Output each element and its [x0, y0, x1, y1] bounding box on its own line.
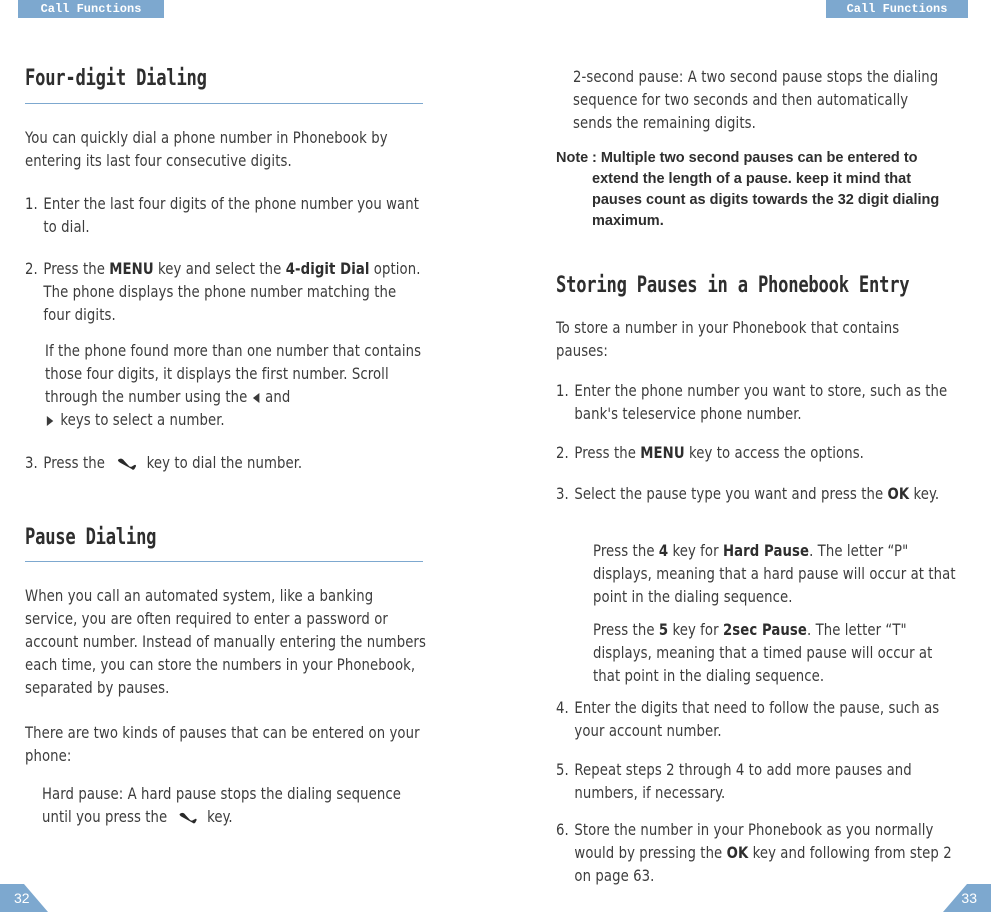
- step-number: 1.: [556, 381, 569, 400]
- send-key-icon: [109, 455, 142, 473]
- step-2: [25, 257, 421, 326]
- two-second-pause-description: 2-second pause: A two second pause stops the dialing sequence for two seconds and then automatically sends the remaining digits.: [573, 67, 939, 132]
- step-number: 3.: [25, 453, 38, 472]
- four-digit-heading: Four-digit Dialing: [25, 66, 207, 91]
- hard-pause-label: Hard Pause: [722, 541, 810, 560]
- four-digit-dial-option: 4-digit Dial: [285, 259, 370, 278]
- heading-rule: [25, 561, 423, 562]
- page-number-right: 33: [961, 890, 977, 906]
- store-step-1: [556, 379, 956, 425]
- step-number: 1.: [25, 194, 38, 213]
- two-sec-pause-option: Press the 5 key for 2sec Pause. The letter “T" displays, meaning that a timed pause will occur at that point in the dialing sequence.: [593, 620, 933, 685]
- storing-intro: To store a number in your Phonebook that contains pauses:: [556, 318, 900, 360]
- step-number: 2.: [556, 443, 569, 462]
- pause-kinds: There are two kinds of pauses that can be entered on your phone:: [25, 723, 420, 765]
- step-number: 2.: [25, 259, 38, 278]
- store-step-5: [556, 758, 956, 804]
- note-text: : Multiple two second pauses can be entered to extend the length of a pause. keep it mind that pauses count as digits towards the 32 digit dialing maximum.: [592, 150, 940, 229]
- hard-pause-option: Press the 4 key for Hard Pause. The letter “P" displays, meaning that a hard pause will occur at that point in the dialing sequence.: [593, 541, 956, 606]
- two-sec-pause-label: 2sec Pause: [722, 620, 807, 639]
- note-label: Note: [556, 150, 589, 166]
- left-arrow-icon: [252, 392, 261, 404]
- store-step-2: [556, 441, 956, 464]
- step-2-detail: If the phone found more than one number that contains those four digits, it displays the first number. Scroll through the number using the and keys to select a number.: [45, 341, 422, 429]
- step-number: 3.: [556, 484, 569, 503]
- step-text: Press the MENU key to access the options.: [574, 443, 864, 462]
- ok-key-label: OK: [887, 484, 910, 503]
- step-text: Enter the last four digits of the phone number you want to dial.: [43, 194, 420, 236]
- step-text: Enter the phone number you want to store, such as the bank's teleservice phone number.: [574, 381, 948, 423]
- step-text: Enter the digits that need to follow the pause, such as your account number.: [574, 698, 940, 740]
- page-number-left: 32: [14, 890, 30, 906]
- step-number: 5.: [556, 760, 569, 779]
- menu-key-label: MENU: [109, 259, 154, 278]
- section-tab-left: Call Functions: [18, 0, 164, 18]
- ok-key-label: OK: [726, 843, 749, 862]
- step-text: Press the MENU key and select the 4-digit Dial option. The phone displays the phone number matching the four digits.: [43, 259, 421, 324]
- note: [556, 148, 956, 232]
- right-arrow-icon: [45, 415, 56, 427]
- store-step-4: [556, 696, 956, 742]
- step-text: Store the number in your Phonebook as you normally would by pressing the OK key and following from step 2 on page 63.: [574, 820, 952, 885]
- storing-pauses-heading: Storing Pauses in a Phonebook Entry: [556, 273, 910, 298]
- step-number: 4.: [556, 698, 569, 717]
- pause-dialing-heading: Pause Dialing: [25, 525, 157, 550]
- menu-key-label: MENU: [640, 443, 685, 462]
- step-text: Repeat steps 2 through 4 to add more pauses and numbers, if necessary.: [574, 760, 912, 802]
- send-key-icon: [172, 809, 203, 827]
- step-1: [25, 192, 421, 238]
- step-text: Select the pause type you want and press the OK key.: [574, 484, 940, 503]
- step-number: 6.: [556, 820, 569, 839]
- hard-pause-description: Hard pause: A hard pause stops the dialing sequence until you press the key.: [42, 784, 402, 826]
- pause-intro: When you call an automated system, like a banking service, you are often required to enter a password or account number. Instead of manually entering the numbers each time, you can store the numbers in your Phonebook, separated by pauses.: [25, 586, 426, 697]
- store-step-3: [556, 482, 956, 505]
- step-text: Press the key to dial the number.: [43, 453, 303, 472]
- step-3: [25, 451, 421, 474]
- store-step-6: [556, 818, 961, 887]
- section-tab-right: Call Functions: [826, 0, 968, 18]
- heading-rule: [25, 103, 423, 104]
- four-digit-intro: You can quickly dial a phone number in Phonebook by entering its last four consecutive digits.: [25, 128, 388, 170]
